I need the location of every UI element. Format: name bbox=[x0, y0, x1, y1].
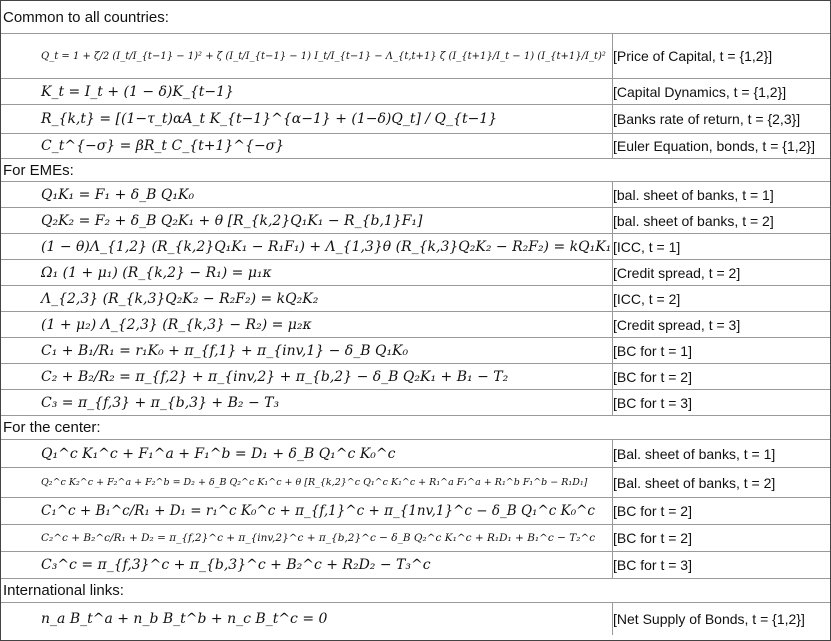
equation-label: [BC for t = 1] bbox=[613, 342, 692, 359]
equation-label: [Net Supply of Bonds, t = {1,2}] bbox=[613, 611, 805, 627]
equation: Q₂^c K₂^c + F₂^a + F₂^b = D₂ + δ_B Q₂^c K₁^c + θ [R_{k,2}^c Q₁^c K₁^c + R₁^a F₁^a + R₁^b F₁^b − R₁D₁] bbox=[1, 468, 613, 497]
equation: Q_t = 1 + ζ/2 (I_t/I_{t−1} − 1)² + ζ (I_t/I_{t−1} − 1) I_t/I_{t−1} − Λ_{t,t+1} ζ (I_{t+1}/I_t − 1) (I_{t+1}/I_t)² bbox=[1, 34, 613, 78]
equation: K_t = I_t + (1 − δ)K_{t−1} bbox=[1, 79, 613, 104]
equation-row bbox=[1, 34, 830, 79]
equation: R_{k,t} = [(1−τ_t)αA_t K_{t−1}^{α−1} + (1−δ)Q_t] / Q_{t−1} bbox=[1, 105, 613, 133]
equation: C₂ + B₂/R₂ = π_{f,2} + π_{inv,2} + π_{b,2} − δ_B Q₂K₁ + B₁ − T₂ bbox=[1, 364, 613, 389]
equation-label: [bal. sheet of banks, t = 1] bbox=[613, 186, 774, 203]
equation-row bbox=[1, 364, 830, 390]
equation-row bbox=[1, 182, 830, 208]
equation: Q₁K₁ = F₁ + δ_B Q₁K₀ bbox=[1, 182, 613, 207]
equation-row bbox=[1, 338, 830, 364]
equation-row bbox=[1, 468, 830, 498]
equation-row bbox=[1, 208, 830, 234]
equation-label: [Banks rate of return, t = {2,3}] bbox=[613, 111, 801, 127]
equation-label: [BC for t = 3] bbox=[613, 394, 692, 411]
equation: C₁ + B₁/R₁ = r₁K₀ + π_{f,1} + π_{inv,1} − δ_B Q₁K₀ bbox=[1, 338, 613, 363]
equation-row bbox=[1, 134, 830, 159]
equation-label: [bal. sheet of banks, t = 2] bbox=[613, 212, 774, 229]
equation: (1 + μ₂) Λ_{2,3} (R_{k,3} − R₂) = μ₂κ bbox=[1, 312, 613, 337]
equation-row bbox=[1, 234, 830, 260]
equation-row bbox=[1, 390, 830, 416]
equation-row bbox=[1, 105, 830, 134]
equation: C₁^c + B₁^c/R₁ + D₁ = r₁^c K₀^c + π_{f,1}^c + π_{1nv,1}^c − δ_B Q₁^c K₀^c bbox=[1, 498, 613, 524]
equation-label: [Credit spread, t = 2] bbox=[613, 264, 741, 281]
equation-row bbox=[1, 79, 830, 105]
section-header: For the center: bbox=[1, 416, 830, 440]
equation-label: [Credit spread, t = 3] bbox=[613, 316, 741, 333]
equation-row bbox=[1, 498, 830, 525]
equation-row bbox=[1, 312, 830, 338]
equation-label: [ICC, t = 2] bbox=[613, 290, 681, 307]
equation-row bbox=[1, 603, 830, 635]
equation-label: [Price of Capital, t = {1,2}] bbox=[613, 48, 773, 64]
section-header: International links: bbox=[1, 579, 830, 603]
section-header: For EMEs: bbox=[1, 159, 830, 182]
equation: Q₁^c K₁^c + F₁^a + F₁^b = D₁ + δ_B Q₁^c K₀^c bbox=[1, 440, 613, 467]
equation-row bbox=[1, 260, 830, 286]
equation: C₂^c + B₂^c/R₁ + D₂ = π_{f,2}^c + π_{inv,2}^c + π_{b,2}^c − δ_B Q₂^c K₁^c + R₁D₁ + B₁^c − T₂^c bbox=[1, 525, 613, 551]
equation-row bbox=[1, 525, 830, 552]
equation: C₃ = π_{f,3} + π_{b,3} + B₂ − T₃ bbox=[1, 390, 613, 415]
equation-row bbox=[1, 440, 830, 468]
equation-label: [Capital Dynamics, t = {1,2}] bbox=[613, 83, 787, 100]
equation: C₃^c = π_{f,3}^c + π_{b,3}^c + B₂^c + R₂D₂ − T₃^c bbox=[1, 552, 613, 578]
equation-label: [ICC, t = 1] bbox=[613, 238, 681, 255]
equation-label: [Euler Equation, bonds, t = {1,2}] bbox=[613, 138, 815, 154]
equation-label: [Bal. sheet of banks, t = 1] bbox=[613, 445, 776, 462]
equation: n_a B_t^a + n_b B_t^b + n_c B_t^c = 0 bbox=[1, 603, 613, 635]
equation-row bbox=[1, 552, 830, 579]
equation-label: [BC for t = 3] bbox=[613, 557, 692, 573]
equation: (1 − θ)Λ_{1,2} (R_{k,2}Q₁K₁ − R₁F₁) + Λ_{1,3}θ (R_{k,3}Q₂K₂ − R₂F₂) = kQ₁K₁ bbox=[1, 234, 613, 259]
equation-label: [BC for t = 2] bbox=[613, 503, 692, 519]
section-header: Common to all countries: bbox=[1, 1, 830, 34]
equation-label: [Bal. sheet of banks, t = 2] bbox=[613, 474, 776, 491]
equation-label: [BC for t = 2] bbox=[613, 530, 692, 546]
equation: Q₂K₂ = F₂ + δ_B Q₂K₁ + θ [R_{k,2}Q₁K₁ − R_{b,1}F₁] bbox=[1, 208, 613, 233]
equation: Ω₁ (1 + μ₁) (R_{k,2} − R₁) = μ₁κ bbox=[1, 260, 613, 285]
equation-label: [BC for t = 2] bbox=[613, 368, 692, 385]
equation: C_t^{−σ} = βR_t C_{t+1}^{−σ} bbox=[1, 134, 613, 158]
equation: Λ_{2,3} (R_{k,3}Q₂K₂ − R₂F₂) = kQ₂K₂ bbox=[1, 286, 613, 311]
equation-row bbox=[1, 286, 830, 312]
